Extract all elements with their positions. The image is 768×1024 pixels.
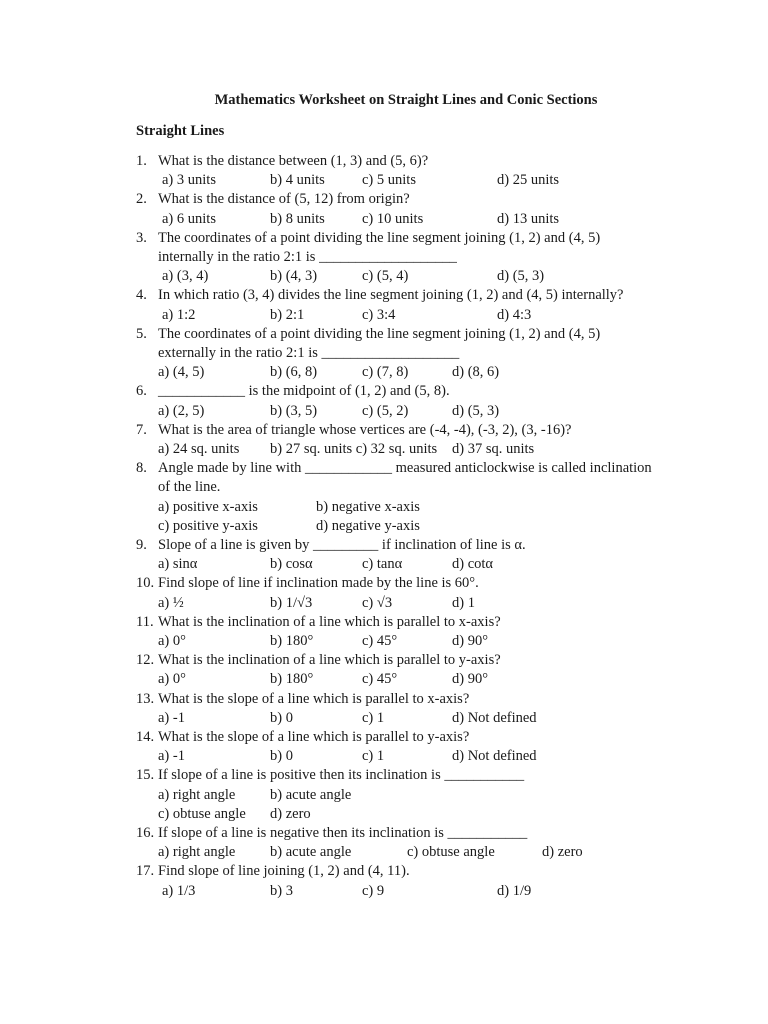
answer-option: b) 8 units — [270, 210, 325, 227]
answer-option: c) (7, 8) — [362, 364, 409, 381]
answer-option: c) 9 — [362, 882, 385, 899]
answer-option: d) cotα — [452, 556, 494, 573]
answer-option: c) 45° — [362, 671, 398, 688]
question-text: Angle made by line with ____________ measured anticlockwise is called inclination — [158, 460, 652, 477]
answer-option: b) 0 — [270, 709, 293, 726]
answer-option: d) 90° — [452, 633, 489, 649]
answer-option: c) 5 units — [362, 172, 416, 189]
answer-option: d) 1 — [452, 594, 475, 611]
question-text: What is the area of triangle whose vertices are (-4, -4), (-3, 2), (3, -16)? — [158, 421, 572, 438]
answer-option: a) (4, 5) — [158, 364, 205, 381]
page-title: Mathematics Worksheet on Straight Lines and Conic Sections — [214, 92, 598, 108]
answer-option: b) 180° — [270, 671, 314, 688]
question-number: 6. — [136, 383, 147, 400]
answer-option: b) (3, 5) — [270, 402, 318, 419]
question-number: 2. — [136, 191, 147, 208]
question-text: ____________ is the midpoint of (1, 2) and (5, 8). — [158, 383, 450, 400]
answer-option: a) -1 — [158, 748, 185, 765]
question-number: 7. — [136, 421, 147, 438]
answer-option: b) 0 — [270, 748, 293, 765]
answer-option: a) 3 units — [162, 172, 216, 189]
answer-option: a) positive x-axis — [158, 498, 258, 515]
answer-option: c) obtuse angle — [407, 844, 495, 861]
answer-option: b) 4 units — [270, 172, 325, 189]
answer-option: a) -1 — [158, 709, 185, 726]
question-number: 9. — [136, 537, 147, 553]
question-text: What is the slope of a line which is parallel to x-axis? — [158, 690, 470, 707]
answer-option: c) 45° — [362, 633, 398, 649]
answer-option: a) right angle — [158, 786, 236, 803]
answer-option: c) √3 — [362, 594, 393, 611]
question-number: 15. — [136, 767, 155, 784]
answer-option: d) Not defined — [452, 748, 537, 765]
answer-option: c) positive y-axis — [158, 517, 258, 534]
answer-option: b) negative x-axis — [316, 498, 420, 515]
answer-option: d) (5, 3) — [452, 402, 500, 419]
question-number: 11. — [136, 613, 154, 630]
answer-option: b) acute angle — [270, 786, 352, 803]
question-number: 5. — [136, 325, 147, 342]
question-number: 17. — [136, 863, 155, 880]
answer-option: b) 27 sq. units c) 32 sq. units — [270, 441, 438, 457]
question-number: 10. — [136, 575, 155, 592]
answer-option: d) 1/9 — [497, 882, 532, 899]
question-text: What is the inclination of a line which is parallel to y-axis? — [158, 652, 501, 669]
answer-option: d) zero — [542, 844, 583, 861]
question-text: If slope of a line is negative then its inclination is ___________ — [158, 825, 528, 841]
answer-option: a) 1:2 — [162, 306, 196, 323]
answer-option: d) 13 units — [497, 210, 560, 227]
section-heading: Straight Lines — [136, 123, 225, 139]
question-text: Slope of a line is given by _________ if inclination of line is α. — [158, 537, 526, 553]
question-text: Find slope of line if inclination made by the line is 60°. — [158, 575, 479, 592]
answer-option: c) 3:4 — [362, 306, 396, 323]
answer-option: a) 0° — [158, 671, 186, 688]
answer-option: a) 6 units — [162, 210, 216, 227]
question-number: 13. — [136, 690, 155, 707]
question-text: of the line. — [158, 479, 221, 496]
answer-option: c) 1 — [362, 709, 385, 726]
question-text: The coordinates of a point dividing the line segment joining (1, 2) and (4, 5) — [158, 325, 601, 342]
answer-option: a) (3, 4) — [162, 268, 209, 285]
answer-option: b) 2:1 — [270, 306, 305, 323]
answer-option: d) negative y-axis — [316, 517, 420, 534]
question-text: In which ratio (3, 4) divides the line segment joining (1, 2) and (4, 5) internally? — [158, 287, 624, 304]
question-text: If slope of a line is positive then its inclination is ___________ — [158, 767, 525, 784]
answer-option: b) acute angle — [270, 844, 352, 861]
question-text: What is the distance between (1, 3) and (5, 6)? — [158, 153, 429, 169]
answer-option: d) Not defined — [452, 709, 537, 726]
question-text: internally in the ratio 2:1 is ___________________ — [158, 249, 457, 265]
question-text: The coordinates of a point dividing the line segment joining (1, 2) and (4, 5) — [158, 229, 601, 246]
answer-option: a) right angle — [158, 844, 236, 861]
answer-option: b) 180° — [270, 633, 314, 649]
answer-option: b) 3 — [270, 882, 293, 899]
answer-option: d) zero — [270, 805, 311, 822]
answer-option: a) 1/3 — [162, 882, 196, 899]
answer-option: d) 90° — [452, 671, 489, 688]
answer-option: c) (5, 4) — [362, 268, 409, 285]
answer-option: b) (6, 8) — [270, 364, 318, 381]
question-number: 1. — [136, 153, 147, 169]
answer-option: d) 4:3 — [497, 306, 532, 323]
question-number: 16. — [136, 825, 155, 841]
answer-option: b) cosα — [270, 556, 313, 573]
question-number: 14. — [136, 729, 155, 745]
answer-option: c) 10 units — [362, 210, 424, 227]
answer-option: b) (4, 3) — [270, 268, 318, 285]
question-text: What is the distance of (5, 12) from origin? — [158, 191, 410, 208]
answer-option: d) 37 sq. units — [452, 441, 535, 457]
answer-option: c) 1 — [362, 748, 385, 765]
question-number: 8. — [136, 460, 147, 477]
answer-option: a) (2, 5) — [158, 402, 205, 419]
answer-option: c) obtuse angle — [158, 805, 246, 822]
answer-option: d) (8, 6) — [452, 364, 500, 381]
answer-option: a) sinα — [158, 556, 198, 573]
answer-option: b) 1/√3 — [270, 594, 313, 611]
question-number: 4. — [136, 287, 147, 304]
answer-option: d) 25 units — [497, 172, 560, 189]
question-text: What is the inclination of a line which is parallel to x-axis? — [158, 613, 501, 630]
answer-option: a) ½ — [158, 594, 184, 611]
question-number: 12. — [136, 652, 155, 669]
question-text: What is the slope of a line which is parallel to y-axis? — [158, 729, 470, 745]
question-text: Find slope of line joining (1, 2) and (4, 11). — [158, 863, 410, 880]
question-text: externally in the ratio 2:1 is ___________________ — [158, 345, 460, 361]
question-number: 3. — [136, 229, 147, 246]
answer-option: c) tanα — [362, 556, 403, 573]
answer-option: c) (5, 2) — [362, 402, 409, 419]
answer-option: a) 0° — [158, 633, 186, 649]
answer-option: a) 24 sq. units — [158, 441, 240, 457]
answer-option: d) (5, 3) — [497, 268, 545, 285]
